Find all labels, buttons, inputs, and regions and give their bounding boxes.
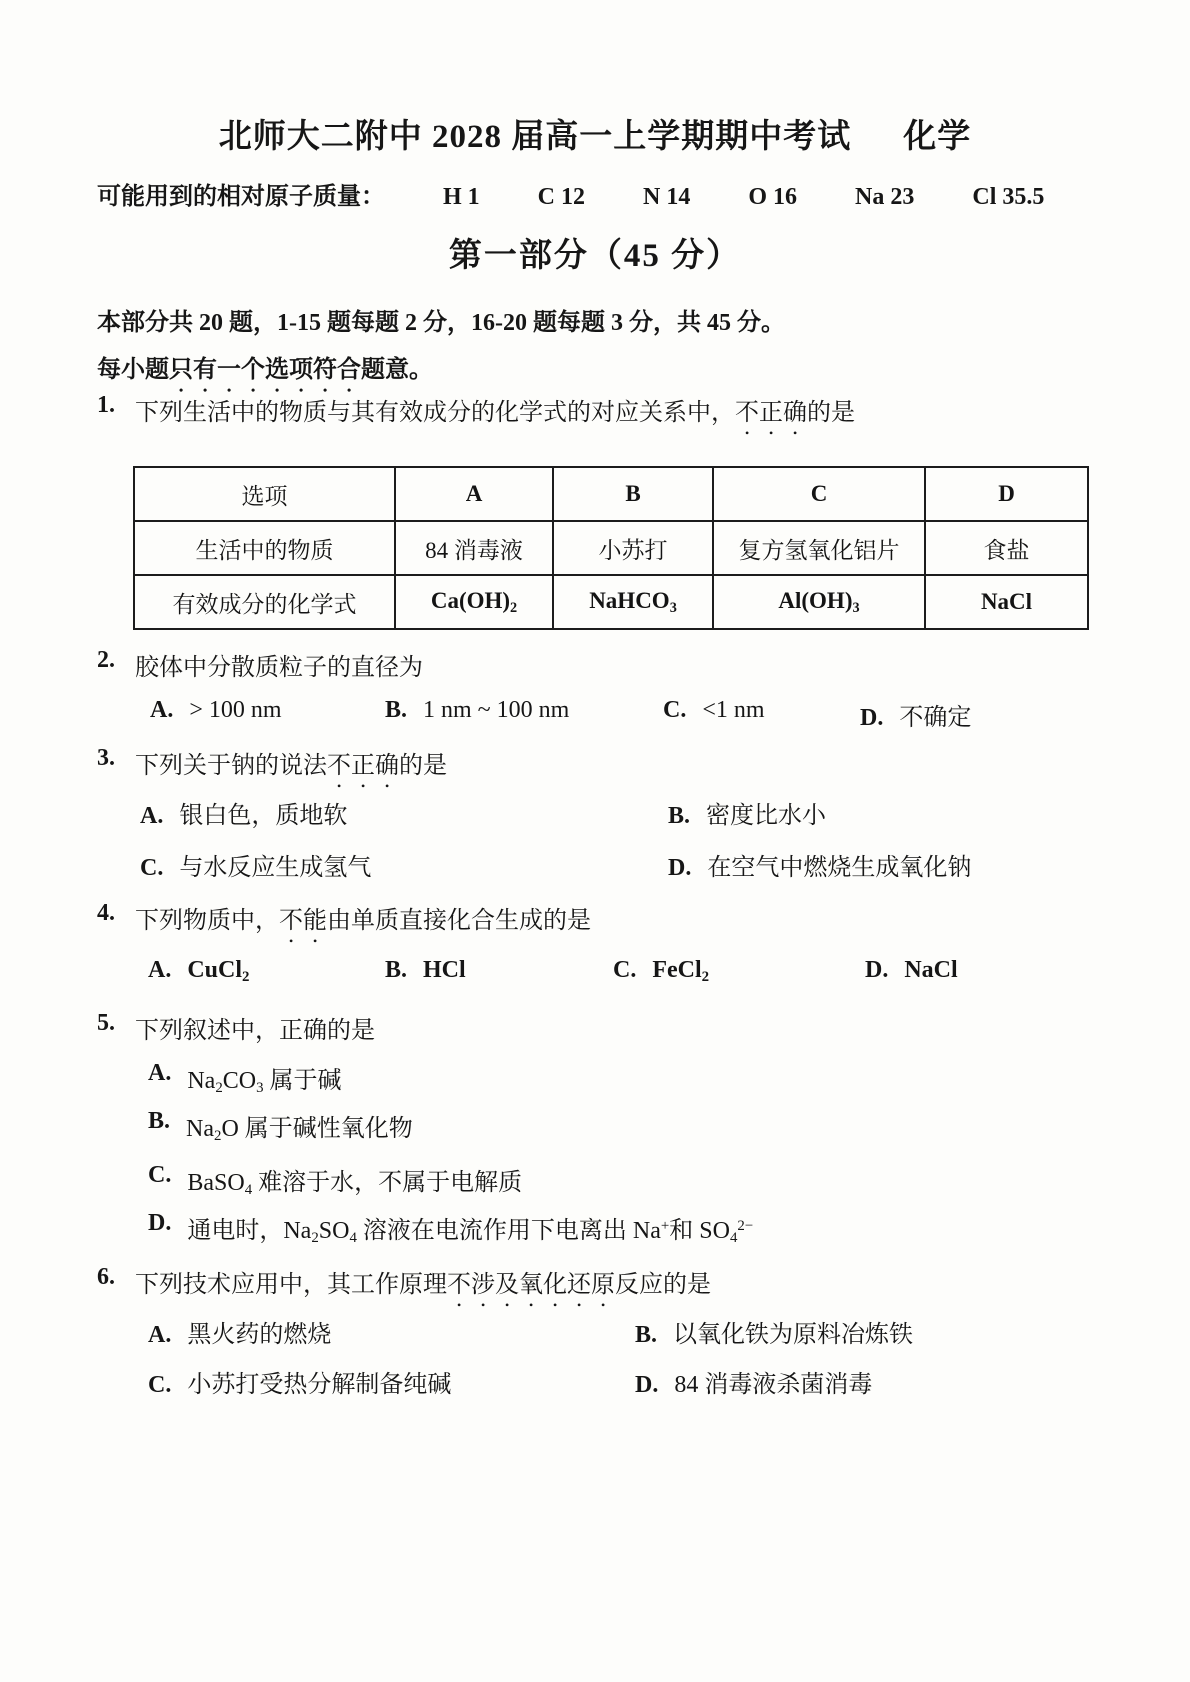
question-5-text: 下列叙述中，正确的是 bbox=[135, 1018, 375, 1044]
table-formula-label: 有效成分的化学式 bbox=[134, 575, 395, 629]
question-1-text bbox=[135, 392, 855, 440]
option-4c bbox=[613, 957, 865, 986]
table-substance-row bbox=[134, 521, 1088, 575]
atomic-mass-o: O 16 bbox=[748, 184, 798, 210]
table-formula-c: $Al(OH)_3$ bbox=[713, 575, 925, 629]
option-4c-text: FeCl$_2$ bbox=[652, 957, 710, 986]
table-substance-d: 食盐 bbox=[925, 521, 1088, 575]
option-3c-label: C. bbox=[140, 855, 164, 881]
question-1-text-pre: 下列生活中的物质与其有效成分的化学式的对应关系中， bbox=[135, 400, 735, 426]
option-6d-text: 84 消毒液杀菌消毒 bbox=[674, 1372, 873, 1398]
option-3a bbox=[140, 795, 668, 830]
atomic-masses-label: 可能用到的相对原子质量： bbox=[97, 184, 385, 210]
table-substance-b: 小苏打 bbox=[553, 521, 713, 575]
table-substance-label: 生活中的物质 bbox=[134, 521, 395, 575]
option-2b bbox=[385, 697, 663, 732]
option-2b-text: 1 nm ~ 100 nm bbox=[423, 697, 570, 723]
question-6-text-emphasis: 不涉及氧化还原 bbox=[447, 1272, 615, 1298]
instruction-line-2-emphasis: 只有一个选项符合 bbox=[169, 357, 361, 383]
table-formula-b: NaHCO$_3$ bbox=[553, 575, 713, 629]
option-5a-text: $Na_2CO_3$ 属于碱 bbox=[187, 1068, 342, 1097]
question-4-text bbox=[135, 900, 591, 948]
question-6-options-cd bbox=[148, 1364, 872, 1399]
atomic-mass-n: N 14 bbox=[643, 184, 691, 210]
option-4c-label: C. bbox=[613, 957, 637, 983]
question-2-stem bbox=[97, 647, 423, 682]
atomic-mass-cl: Cl 35.5 bbox=[972, 184, 1045, 210]
question-1-stem bbox=[97, 392, 855, 440]
option-6b bbox=[635, 1314, 913, 1349]
question-3-options-ab bbox=[140, 795, 826, 830]
table-header-row bbox=[134, 467, 1088, 521]
instruction-line-2-pre: 每小题 bbox=[97, 357, 169, 383]
question-5-number: 5. bbox=[97, 1010, 115, 1036]
atomic-mass-h: H 1 bbox=[443, 184, 480, 210]
option-3c-text: 与水反应生成氢气 bbox=[179, 855, 372, 881]
option-5c-label: C. bbox=[148, 1162, 172, 1188]
table-substance-c: 复方氢氧化铝片 bbox=[713, 521, 925, 575]
question-1-text-emphasis: 不正确 bbox=[735, 400, 807, 426]
question-3-stem bbox=[97, 745, 447, 793]
exam-subject: 化学 bbox=[903, 119, 972, 155]
option-2a-text: > 100 nm bbox=[189, 697, 282, 723]
question-2-number: 2. bbox=[97, 647, 115, 673]
question-6-stem bbox=[97, 1264, 711, 1312]
option-2a bbox=[150, 697, 385, 732]
option-4a-label: A. bbox=[148, 957, 172, 983]
option-2b-label: B. bbox=[385, 697, 408, 723]
table-header-b: B bbox=[553, 467, 713, 521]
option-2a-label: A. bbox=[150, 697, 174, 723]
question-2-text: 胶体中分散质粒子的直径为 bbox=[135, 655, 423, 681]
option-5b-label: B. bbox=[148, 1108, 171, 1134]
question-6-text-post: 反应的是 bbox=[615, 1272, 711, 1298]
question-3-text-pre: 下列关于钠的说法 bbox=[135, 753, 327, 779]
table-header-option: 选项 bbox=[134, 467, 395, 521]
option-2c-text: <1 nm bbox=[702, 697, 765, 723]
question-4-options bbox=[148, 957, 958, 986]
question-6-options-ab bbox=[148, 1314, 913, 1349]
question-3-text bbox=[135, 745, 447, 793]
option-2d-text: 不确定 bbox=[899, 705, 972, 731]
table-header-d: D bbox=[925, 467, 1088, 521]
option-4d-text: NaCl bbox=[904, 957, 958, 983]
instruction-line-1: 本部分共 20 题，1-15 题每题 2 分，16-20 题每题 3 分，共 45 分。 bbox=[97, 310, 785, 336]
atomic-mass-na: Na 23 bbox=[855, 184, 915, 210]
question-3-text-emphasis: 不正确 bbox=[327, 753, 399, 779]
option-3d-text: 在空气中燃烧生成氧化钠 bbox=[707, 855, 972, 881]
option-6c-label: C. bbox=[148, 1372, 172, 1398]
exam-title: 北师大二附中 2028 届高一上学期期中考试 bbox=[218, 119, 852, 155]
question-3-text-post: 的是 bbox=[399, 753, 447, 779]
option-3c bbox=[140, 847, 668, 882]
exam-title-line bbox=[0, 110, 1190, 157]
option-3d-label: D. bbox=[668, 855, 692, 881]
table-formula-d: NaCl bbox=[925, 575, 1088, 629]
question-4-number: 4. bbox=[97, 900, 115, 926]
option-5a-label: A. bbox=[148, 1060, 172, 1086]
question-4-text-emphasis: 不能 bbox=[279, 908, 327, 934]
table-formula-a: $Ca(OH)_2$ bbox=[395, 575, 553, 629]
option-6c bbox=[148, 1364, 635, 1399]
option-6d bbox=[635, 1364, 872, 1399]
option-5d-text: 通电时，$Na_2SO_4$ 溶液在电流作用下电离出 Na+和 $SO_4^{2-}$ bbox=[187, 1217, 754, 1247]
option-5c-text: BaSO$_4$ 难溶于水，不属于电解质 bbox=[187, 1170, 523, 1199]
option-4a bbox=[148, 957, 385, 986]
question-4-text-post: 由单质直接化合生成的是 bbox=[327, 908, 591, 934]
option-3b-label: B. bbox=[668, 803, 691, 829]
question-1-number: 1. bbox=[97, 392, 115, 418]
question-1-text-post: 的是 bbox=[807, 400, 855, 426]
option-4b-label: B. bbox=[385, 957, 408, 983]
table-substance-a: 84 消毒液 bbox=[395, 521, 553, 575]
question-2-options bbox=[150, 697, 971, 732]
option-5b-text: $Na_2O$ 属于碱性氧化物 bbox=[186, 1116, 413, 1145]
option-3b-text: 密度比水小 bbox=[706, 803, 827, 829]
instruction-line-2 bbox=[97, 349, 433, 397]
option-2d bbox=[860, 697, 971, 732]
option-5d-label: D. bbox=[148, 1210, 172, 1236]
part1-heading: 第一部分（45 分） bbox=[448, 238, 742, 274]
option-5d bbox=[148, 1210, 753, 1247]
question-4-stem bbox=[97, 900, 591, 948]
option-6c-text: 小苏打受热分解制备纯碱 bbox=[187, 1372, 452, 1398]
option-2c-label: C. bbox=[663, 697, 687, 723]
option-2c bbox=[663, 697, 860, 732]
question-3-options-cd bbox=[140, 847, 971, 882]
option-6b-text: 以氧化铁为原料冶炼铁 bbox=[673, 1322, 914, 1348]
atomic-masses-line bbox=[97, 176, 1044, 211]
option-6b-label: B. bbox=[635, 1322, 658, 1348]
question-6-text bbox=[135, 1264, 711, 1312]
option-6d-label: D. bbox=[635, 1372, 659, 1398]
table-formula-row bbox=[134, 575, 1088, 629]
option-4b-text: HCl bbox=[423, 957, 466, 983]
question-5-stem bbox=[97, 1010, 375, 1045]
option-2d-label: D. bbox=[860, 705, 884, 731]
question-4-text-pre: 下列物质中， bbox=[135, 908, 279, 934]
option-6a-text: 黑火药的燃烧 bbox=[187, 1322, 332, 1348]
question-6-number: 6. bbox=[97, 1264, 115, 1290]
option-5a bbox=[148, 1060, 342, 1097]
option-5c bbox=[148, 1162, 522, 1199]
option-4a-text: CuCl$_2$ bbox=[187, 957, 250, 986]
option-3d bbox=[668, 847, 971, 882]
option-6a bbox=[148, 1314, 635, 1349]
option-3a-label: A. bbox=[140, 803, 164, 829]
table-header-a: A bbox=[395, 467, 553, 521]
q1-options-table bbox=[133, 466, 1089, 630]
table-header-c: C bbox=[713, 467, 925, 521]
question-6-text-pre: 下列技术应用中，其工作原理 bbox=[135, 1272, 447, 1298]
option-5b bbox=[148, 1108, 413, 1145]
option-6a-label: A. bbox=[148, 1322, 172, 1348]
option-4b bbox=[385, 957, 613, 986]
instruction-line-2-post: 题意。 bbox=[361, 357, 433, 383]
option-4d-label: D. bbox=[865, 957, 889, 983]
option-3a-text: 银白色，质地软 bbox=[179, 803, 348, 829]
question-3-number: 3. bbox=[97, 745, 115, 771]
option-4d bbox=[865, 957, 958, 986]
option-3b bbox=[668, 795, 826, 830]
atomic-mass-c: C 12 bbox=[537, 184, 586, 210]
